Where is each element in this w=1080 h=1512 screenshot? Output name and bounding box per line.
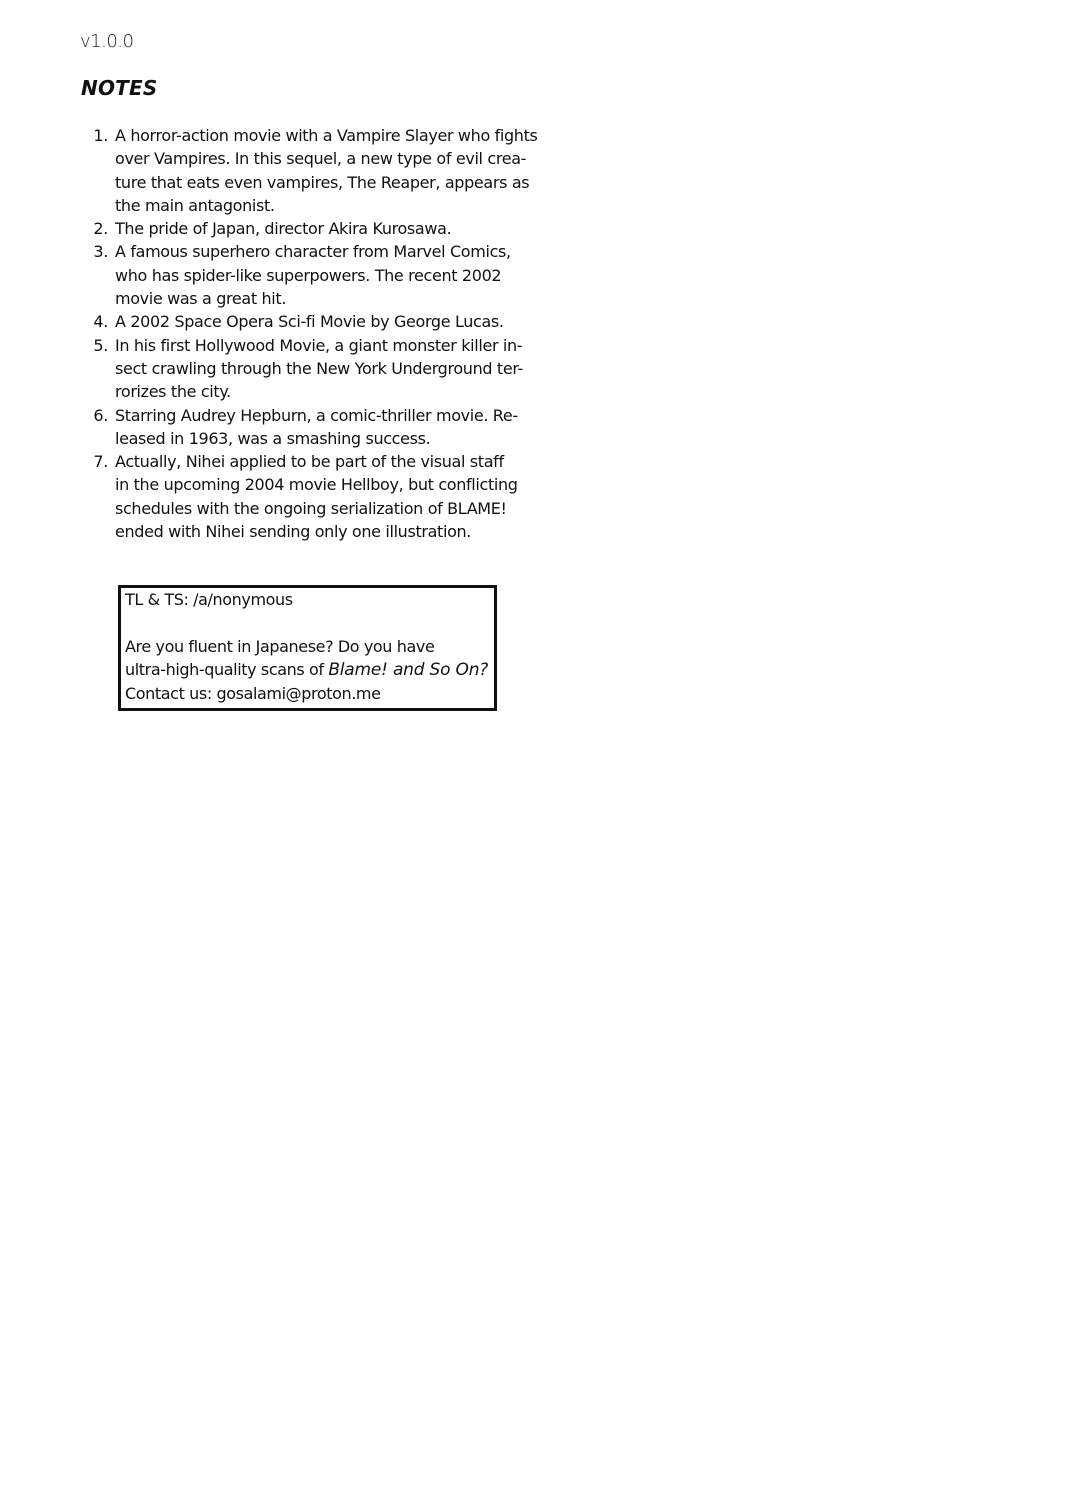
note-line: the main antagonist. [115,195,275,215]
note-line: sect crawling through the New York Underground ter- [115,358,523,378]
list-item [88,450,538,543]
note-line: A famous superhero character from Marvel Comics, [115,242,511,262]
note-number: 6. [93,405,108,425]
list-item [88,124,538,217]
note-number: 5. [93,335,108,355]
list-item [88,404,538,451]
note-line: In his first Hollywood Movie, a giant monster killer in- [115,335,523,355]
note-line: A 2002 Space Opera Sci-fi Movie by George Lucas. [115,312,504,332]
note-line: A horror-action movie with a Vampire Slayer who fights [115,126,538,145]
list-item [88,217,538,240]
note-number: 3. [93,242,108,262]
note-line: movie was a great hit. [115,289,287,309]
note-line: Starring Audrey Hepburn, a comic-thriller movie. Re- [115,405,518,425]
recruit-question-line: Are you fluent in Japanese? Do you have [125,636,435,656]
note-line: rorizes the city. [115,382,231,402]
note-line: ended with Nihei sending only one illustration. [115,522,472,542]
note-line: Actually, Nihei applied to be part of the visual staff [115,452,504,472]
notes-list [88,124,538,543]
note-line: schedules with the ongoing serialization of BLAME! [115,498,507,518]
series-title: Blame! and So On? [328,659,489,680]
note-number: 1. [93,126,108,145]
list-item [88,334,538,404]
note-line: who has spider-like superpowers. The recent 2002 [115,265,502,285]
spacer [125,611,494,634]
note-number: 4. [93,312,108,332]
notes-heading: NOTES [81,76,158,100]
version-label: v1.0.0 [80,31,134,52]
credits-box [118,585,497,711]
note-number: 7. [93,452,108,472]
recruit-scans-prefix: ultra-high-quality scans of [125,659,329,679]
list-item [88,240,538,310]
note-line: The pride of Japan, director Akira Kurosawa. [115,219,452,239]
note-line: in the upcoming 2004 movie Hellboy, but conflicting [115,475,518,495]
note-line: over Vampires. In this sequel, a new type of evil crea- [115,149,527,169]
contact-line: Contact us: gosalami@proton.me [125,684,381,704]
note-line: ture that eats even vampires, The Reaper, appears as [115,172,530,192]
note-number: 2. [93,219,108,239]
note-line: leased in 1963, was a smashing success. [115,428,431,448]
translator-credit: TL & TS: /a/nonymous [125,590,293,609]
recruit-scans-line [125,658,494,682]
list-item [88,310,538,333]
